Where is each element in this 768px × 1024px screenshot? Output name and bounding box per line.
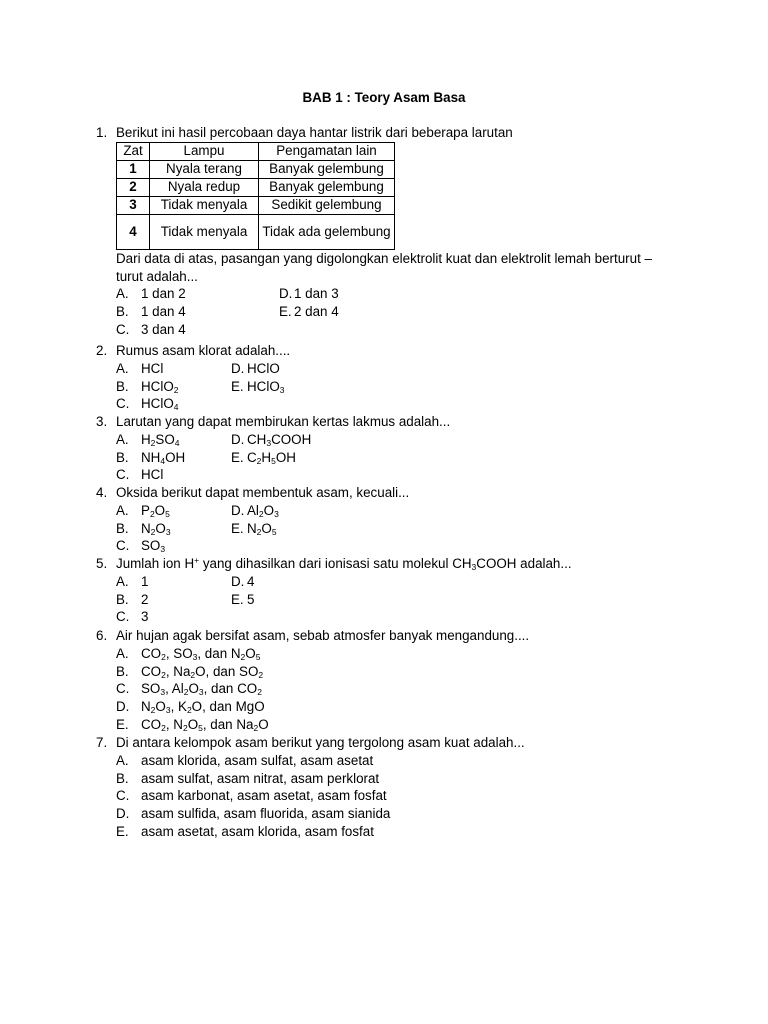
question-7 — [96, 734, 656, 841]
option-d: 4 — [247, 573, 255, 589]
option-a: 1 — [141, 573, 149, 589]
question-number: 7. — [96, 735, 108, 750]
options: A. 1 dan 2 D. 1 dan 3 B. 1 dan 4 E. 2 dan 4 C. 3 dan 4 — [116, 286, 339, 337]
table-cell: Nyala redup — [150, 178, 259, 196]
option-c: HClO$_4$ — [141, 396, 179, 413]
table-cell: 2 — [117, 178, 150, 196]
table-cell: Nyala terang — [150, 160, 259, 178]
question-number: 1. — [96, 125, 108, 140]
table-cell: Banyak gelembung — [259, 178, 395, 196]
option-d: $CH_3COOH$ — [247, 431, 312, 448]
question-text: Dari data di atas, pasangan yang digolongkan elektrolit kuat dan elektrolit lemah berturut – turut adalah... — [116, 250, 652, 284]
question-text: Air hujan agak bersifat asam, sebab atmosfer banyak mengandung.... — [116, 628, 530, 643]
option-b: $N_2O_3$ — [141, 520, 171, 537]
question-text: Di antara kelompok asam berikut yang tergolong asam kuat adalah... — [116, 735, 525, 750]
table-row — [117, 196, 395, 214]
option-c: 3 dan 4 — [141, 321, 186, 337]
table-header-row — [117, 142, 395, 160]
options: A. $H_2SO_4$ D. $CH_3COOH$ B. $NH_4OH$ E. $C_2H_5OH$ C. HCl — [116, 431, 312, 483]
table-header: Pengamatan lain — [259, 142, 395, 160]
table-cell: 1 — [117, 160, 150, 178]
option-c: 3 — [141, 609, 149, 625]
table-row — [117, 178, 395, 196]
question-text: Berikut ini hasil percobaan daya hantar listrik dari beberapa larutan — [116, 125, 513, 140]
option-d: asam sulfida, asam fluorida, asam sianida — [141, 806, 391, 822]
question-6 — [96, 627, 656, 734]
option-e: $C_2H_5OH$ — [247, 449, 296, 466]
options: A. 1 D. 4 B. 2 E. 5 C. 3 — [116, 573, 255, 625]
option-d: $N_2O_3$, $K_2O$, dan MgO — [141, 699, 265, 716]
question-text: Rumus asam klorat adalah.... — [116, 343, 291, 358]
question-3 — [96, 413, 656, 484]
table-cell: Tidak menyala — [150, 196, 259, 214]
option-a: asam klorida, asam sulfat, asam asetat — [141, 752, 374, 768]
option-d: HClO — [247, 360, 280, 376]
question-text: Oksida berikut dapat membentuk asam, kecuali... — [116, 485, 410, 500]
option-c: $SO_3$ — [141, 538, 166, 555]
option-e: HClO$_3$ — [247, 378, 285, 395]
option-e: 5 — [247, 591, 255, 607]
option-b: HClO$_2$ — [141, 378, 179, 395]
option-c: $SO_3$, $Al_2O_3$, dan $CO_2$ — [141, 681, 262, 698]
question-number: 5. — [96, 556, 108, 571]
option-b: 2 — [141, 591, 149, 607]
option-a: $P_2O_5$ — [141, 502, 170, 519]
question-number: 4. — [96, 485, 108, 500]
options: A. $CO_2$, $SO_3$, dan $N_2O_5$ B. $CO_2$, $Na_2O$, dan $SO_2$ C. $SO_3$, $Al_2O_3$, dan $CO_2$ D. $N_2O_3$, $K_2O$, dan MgO E. $CO_2$, $N_2O_5$, dan $Na_2O$ — [116, 645, 269, 733]
option-e: 2 dan 4 — [294, 304, 339, 320]
options: A. asam klorida, asam sulfat, asam asetat B. asam sulfat, asam nitrat, asam perklorat C. asam karbonat, asam asetat, asam fosfat D. asam sulfida, asam fluorida, asam sianida E. asam asetat, asam klorida, asam fosfat — [116, 752, 391, 839]
question-1 — [96, 124, 656, 339]
option-a: HCl — [141, 360, 164, 376]
option-e: $N_2O_5$ — [247, 520, 277, 537]
table-row — [117, 214, 395, 249]
option-e: asam asetat, asam klorida, asam fosfat — [141, 823, 374, 839]
option-a: $H_2SO_4$ — [141, 431, 180, 448]
option-c: asam karbonat, asam asetat, asam fosfat — [141, 788, 387, 804]
question-number: 2. — [96, 343, 108, 358]
question-2 — [96, 342, 656, 413]
table-cell: 4 — [117, 214, 150, 249]
page-title: BAB 1 : Teory Asam Basa — [302, 90, 466, 105]
table-cell: 3 — [117, 196, 150, 214]
option-c: HCl — [141, 467, 164, 483]
option-e: $CO_2$, $N_2O_5$, dan $Na_2O$ — [141, 716, 269, 733]
option-a: $CO_2$, $SO_3$, dan $N_2O_5$ — [141, 645, 261, 662]
table-cell: Banyak gelembung — [259, 160, 395, 178]
option-d: $Al_2O_3$ — [247, 502, 279, 519]
options: A. $P_2O_5$ D. $Al_2O_3$ B. $N_2O_3$ E. $N_2O_5$ C. $SO_3$ — [116, 502, 279, 555]
option-b: asam sulfat, asam nitrat, asam perklorat — [141, 770, 380, 786]
table-cell: Tidak menyala — [150, 214, 259, 249]
option-b: 1 dan 4 — [141, 304, 186, 320]
question-5 — [96, 555, 656, 626]
question-number: 3. — [96, 414, 108, 429]
question-text: Jumlah ion H+ yang dihasilkan dari ionisasi satu molekul $CH_3COOH$ adalah... — [116, 555, 572, 572]
table-header: Zat — [117, 142, 150, 160]
table-header: Lampu — [150, 142, 259, 160]
data-table — [116, 142, 395, 250]
table-cell: Sedikit gelembung — [259, 196, 395, 214]
table-row — [117, 160, 395, 178]
options: A. HCl D. HClO B. HClO$_2$ E. HClO$_3$ C. HClO$_4$ — [116, 360, 285, 413]
option-d: 1 dan 3 — [294, 286, 339, 302]
option-a: 1 dan 2 — [141, 286, 186, 302]
option-b: $CO_2$, $Na_2O$, dan $SO_2$ — [141, 663, 264, 680]
question-4 — [96, 484, 656, 555]
question-text: Larutan yang dapat membirukan kertas lakmus adalah... — [116, 414, 451, 429]
option-b: $NH_4OH$ — [141, 449, 186, 466]
table-cell: Tidak ada gelembung — [259, 214, 395, 249]
question-number: 6. — [96, 628, 108, 643]
